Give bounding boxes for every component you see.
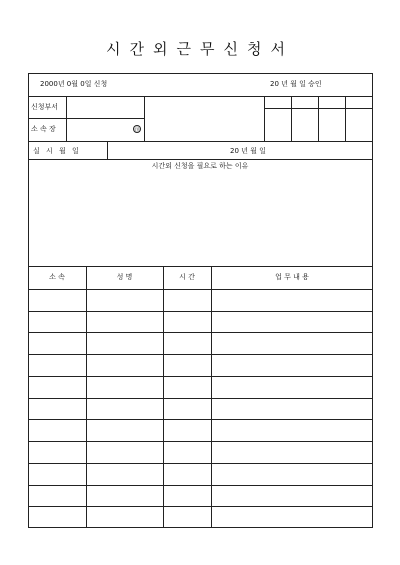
execution-date-value: 20 년 월 일 [230,147,266,155]
document-title: 시간외근무신청서 [106,40,294,58]
applicant-row-divider [28,118,144,119]
col-header-name: 성 명 [116,273,133,281]
table-row [28,441,373,442]
reason-label: 시간외 신청을 필요로 하는 이유 [151,162,249,170]
col-header-dept: 소 속 [49,273,65,281]
table-row [28,485,373,486]
approval-grid-v2 [318,96,319,141]
seal-mark-icon: ㊞ [134,127,140,133]
request-date-text: 2000년 0월 0일 신청 [40,80,108,88]
execution-date-label: 실 시 월 일 [33,147,81,155]
applicant-bottom-divider [28,141,373,142]
table-row [28,398,373,399]
table-col-divider-3 [211,266,212,528]
applicant-field-divider [144,96,145,141]
approval-grid-h1 [264,108,373,109]
table-col-divider-1 [86,266,87,528]
table-row [28,419,373,420]
reason-bottom-divider [28,266,373,267]
table-row [28,463,373,464]
table-row [28,289,373,290]
table-col-divider-2 [163,266,164,528]
approval-date-text: 20 년 월 일 승인 [270,80,322,88]
table-row [28,311,373,312]
execution-divider [107,141,108,159]
approval-grid-v3 [345,96,346,141]
execution-bottom-divider [28,159,373,160]
approval-grid-v1 [291,96,292,141]
table-row [28,354,373,355]
dept-label: 신청부서 [31,103,59,111]
table-row [28,506,373,507]
header-divider [28,96,373,97]
dept-head-label: 소 속 장 [31,125,56,133]
table-row [28,376,373,377]
table-row [28,332,373,333]
col-header-time: 시 간 [179,273,195,281]
approval-grid-left [264,96,265,141]
col-header-work: 업 무 내 용 [275,273,309,281]
